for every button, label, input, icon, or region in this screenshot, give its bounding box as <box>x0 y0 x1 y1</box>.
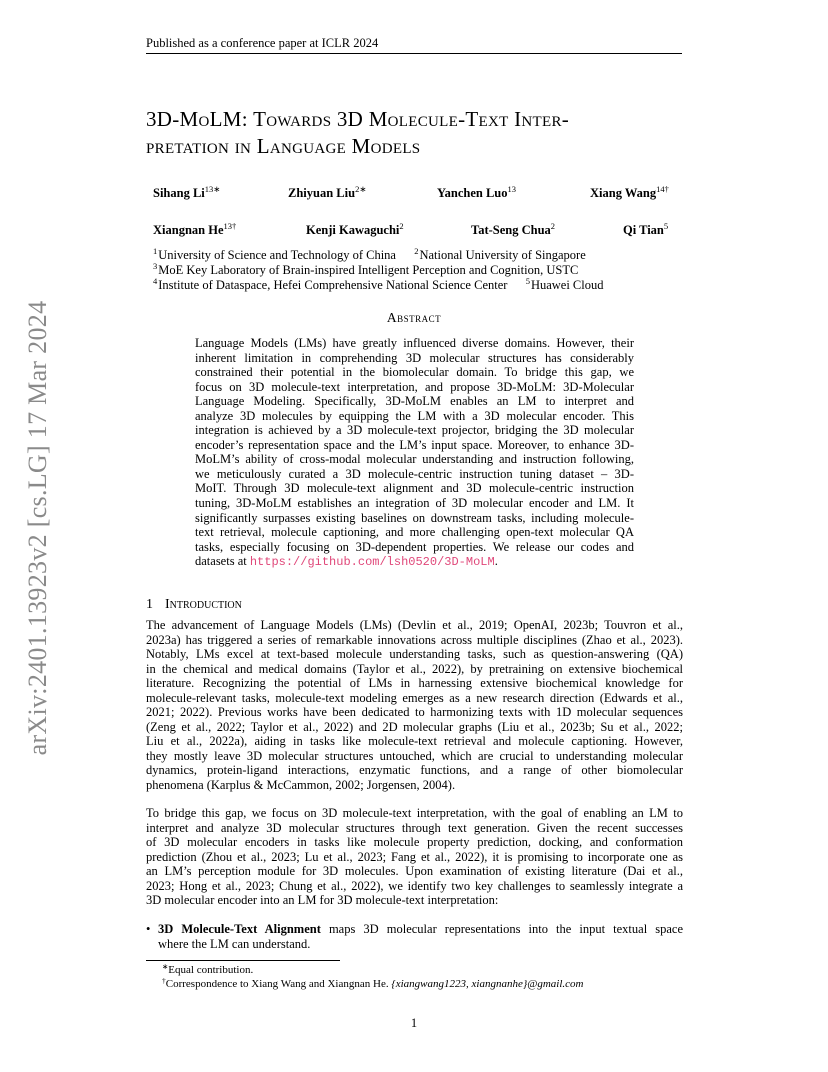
abstract-line: Language Modeling. Specifically, 3D-MoLM enables an LM to interpret and <box>195 394 634 409</box>
author-2: Zhiyuan Liu$^{2∗}$ <box>288 184 367 200</box>
header-rule <box>146 53 682 54</box>
abstract-line: focus on 3D molecule-text interpretation, and propose 3D-MoLM: 3D-Molecular <box>195 379 634 394</box>
abstract-body <box>195 336 634 569</box>
bullet-line-2: where the LM can understand. <box>158 936 311 951</box>
paragraph-line: an LM’s perception module for 3D molecules. Upon examination of existing literature (Dai et al., <box>146 864 683 879</box>
paragraph-line: Notably, LMs excel at text-based molecule understanding tasks, such as question-answering (QA) <box>146 647 683 662</box>
abstract-line: MoIT. Through 3D molecule-text alignment and 3D molecule-centric instruction <box>195 481 634 496</box>
arxiv-stamp: arXiv:2401.13923v2 [cs.LG] 17 Mar 2024 <box>23 300 52 756</box>
abstract-line: we meticulously curated a 3D molecule-centric instruction tuning dataset – 3D- <box>195 466 634 481</box>
github-url-link[interactable]: https://github.com/lsh0520/3D-MoLM <box>249 555 495 570</box>
author-5: Xiangnan $He^{13\dagger}$ <box>153 221 237 237</box>
intro-paragraph-1 <box>146 618 683 793</box>
abstract-line: MoLM’s ability of cross-modal molecular understanding and instruction following, <box>195 452 634 467</box>
abstract-line: Language Models (LMs) have greatly influenced diverse domains. However, their <box>195 336 634 350</box>
abstract-line: text retrieval, molecule captioning, and more challenging open-text molecular QA <box>195 525 634 540</box>
paper-title <box>146 106 706 160</box>
intro-paragraph-2 <box>146 806 683 908</box>
affiliation-line-1: $^1$University of Science and Technology of China $^2$National University of Singapore <box>153 246 586 262</box>
abstract-heading: Abstract <box>386 310 442 325</box>
affiliation-line-3: $^4$Institute of Dataspace, Hefei Comprehensive National Science Center $^5$Huawei Cloud <box>153 276 604 292</box>
abstract-line: inherent limitation in comprehending 3D molecular structures has considerably <box>195 350 634 365</box>
bullet-item: • 3D Molecule-Text Alignment maps 3D molecular representations into the input textual space where the LM can understand. <box>146 922 683 951</box>
paragraph-line: in the chemical and medical domains (Taylor et al., 2022), by pretraining on extensive biochemical <box>146 661 683 676</box>
paragraph-line: dynamics, protein-ligand interactions, enzymatic functions, and a range of other biomolecular <box>146 763 683 778</box>
paragraph-line: interpret and analyze 3D molecular structures through text generation. Given the recent successes <box>146 820 683 835</box>
abstract-line: significantly surpasses existing baselines on downstream tasks, including molecule- <box>195 510 634 525</box>
paragraph-line: The advancement of Language Models (LMs) (Devlin et al., 2019; OpenAI, 2023b; Touvron et al., <box>146 618 683 632</box>
footnote-2: †Correspondence to Xiang Wang and Xiangnan He. {xiangwang1223, xiangnanhe}@gmail.com <box>162 976 584 990</box>
author-4: Xiang Wang$^{14\dagger}$ <box>590 184 669 200</box>
author-7: Tat-Seng Chua$^2$ <box>471 221 556 237</box>
abstract-line-with-url: datasets at https://github.com/lsh0520/3D-MoLM. <box>195 554 498 570</box>
running-header: Published as a conference paper at ICLR 2024 <box>146 36 379 50</box>
author-1: Sihang $Li^{13∗}$ <box>153 184 221 200</box>
paragraph-line: To bridge this gap, we focus on 3D molecule-text interpretation, with the goal of enabling an LM to <box>146 806 683 820</box>
abstract-line: tuning, 3D-MoLM establishes an integration of 3D molecular encoder and LM. It <box>195 496 634 511</box>
paragraph-line: Liu et al., 2022a), aiding in tasks like molecule-text retrieval and molecule captioning. However, <box>146 734 683 749</box>
author-3: Yanchen Luo$^{13}$ <box>437 184 517 200</box>
author-8: Qi Tian$^5$ <box>623 221 669 237</box>
affiliation-line-2: $^3$MoE Key Laboratory of Brain-inspired Intelligent Perception and Cognition, USTC <box>153 261 579 277</box>
abstract-line: encoder’s representation space and the LM’s input space. Moreover, to enhance 3D- <box>195 437 634 452</box>
author-6: Kenji Kawaguchi$^2$ <box>306 221 404 237</box>
abstract-line: tasks, especially focusing on 3D-dependent properties. We release our codes and <box>195 539 634 554</box>
paragraph-line: of 3D molecular encoders in tasks like molecule property prediction, docking, and conformation <box>146 835 683 850</box>
paragraph-line: 2021; 2022). Previous works have been dedicated to harmonizing texts with 1D molecular sequences <box>146 705 683 720</box>
footnote-rule <box>146 960 340 961</box>
paragraph-line: they mostly leave 3D molecular structures untouched, which are crucial to understanding molecular <box>146 748 683 763</box>
paragraph-line: literature. Recognizing the potential of LMs in harnessing extensive biochemical knowledge for <box>146 676 683 691</box>
abstract-line: analyze 3D molecules by equipping the LM with a 3D molecular encoder. This <box>195 408 634 423</box>
title-line-1: 3D-MoLM: Towards 3D Molecule-Text Inter- <box>146 107 570 131</box>
footnote-1: ∗Equal contribution. <box>162 962 254 976</box>
paragraph-line: 2023a) has triggered a series of remarkable innovations across multiple disciplines (Zhao et al., 2023). <box>146 632 683 647</box>
paragraph-line: molecule-relevant tasks, molecule-text modeling emerges as a new research direction (Edwards et al., <box>146 690 683 705</box>
bullet-bold-term: 3D Molecule-Text Alignment <box>158 922 321 936</box>
paragraph-line: prediction (Zhou et al., 2023; Lu et al., 2023; Fang et al., 2022), it is promising to incorporate one as <box>146 849 683 864</box>
paragraph-line: phenomena (Karplus & McCammon, 2002; Jorgensen, 2004). <box>146 778 456 793</box>
bullet-marker: • <box>146 922 151 936</box>
abstract-line: constrained their potential in the biomolecular domain. To bridge this gap, we <box>195 365 634 380</box>
paragraph-line: 2023; Hong et al., 2023; Chung et al., 2022), we identify two key challenges to seamlessly integrate a <box>146 878 683 893</box>
abstract-line: integration is achieved by a 3D molecule-text projector, bridging the 3D molecular <box>195 423 634 438</box>
title-line-2: pretation in Language Models <box>146 134 421 158</box>
section-heading: 1 Introduction <box>146 597 242 612</box>
paragraph-line: (Zeng et al., 2022; Taylor et al., 2022) and 2D molecular graphs (Liu et al., 2023b; Su et al., 2022; <box>146 719 683 734</box>
footnote-emails: {xiangwang1223, xiangnanhe}@gmail.com <box>391 978 584 990</box>
paragraph-line: 3D molecular encoder into an LM for 3D molecule-text interpretation: <box>146 893 499 908</box>
page-number: 1 <box>410 1016 418 1030</box>
